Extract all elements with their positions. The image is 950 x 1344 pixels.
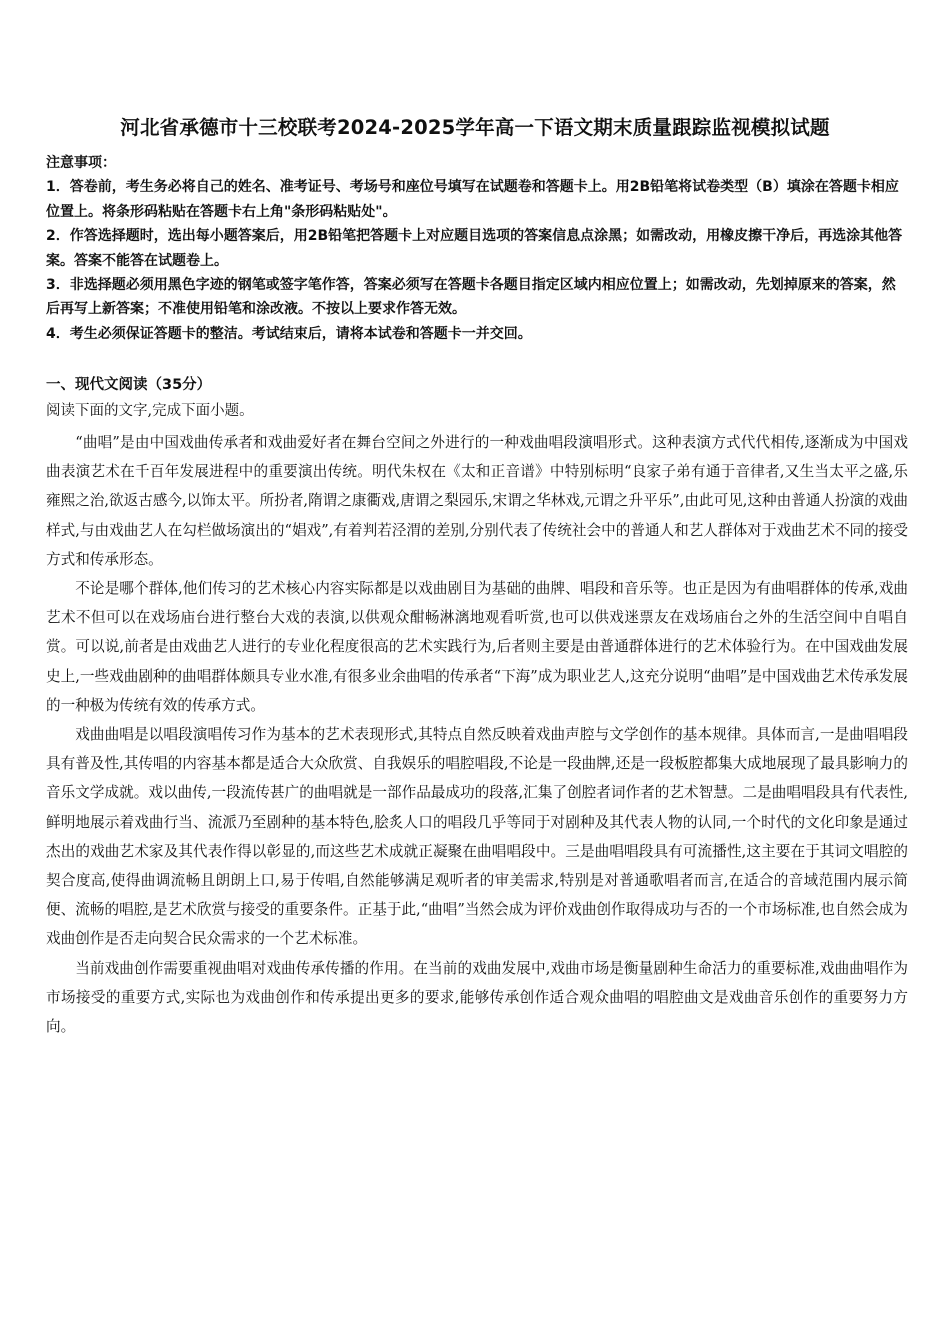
notice-item-1: 1．答卷前，考生务必将自己的姓名、准考证号、考场号和座位号填写在试题卷和答题卡上。用2B铅笔将试卷类型（B）填涂在答题卡相应位置上。将条形码粘贴在答题卡右上角"条形码粘贴处"。 [46,179,899,220]
passage-paragraph-4: 当前戏曲创作需要重视曲唱对戏曲传承传播的作用。在当前的戏曲发展中,戏曲市场是衡量剧种生命活力的重要标准,戏曲曲唱作为市场接受的重要方式,实际也为戏曲创作和传承提出更多的要求,能够传承创作适合观众曲唱的唱腔曲文是戏曲音乐创作的重要努力方向。 [46,959,908,1036]
notice-item-4: 4．考生必须保证答题卡的整洁。考试结束后，请将本试卷和答题卡一并交回。 [46,325,532,342]
passage-paragraph-3: 戏曲曲唱是以唱段演唱传习作为基本的艺术表现形式,其特点自然反映着戏曲声腔与文学创作的基本规律。具体而言,一是曲唱唱段具有普及性,其传唱的内容基本都是适合大众欣赏、自我娱乐的唱腔唱段,不论是一段曲牌,还是一段板腔都集大成地展现了最具影响力的音乐文学成就。戏以曲传,一段流传甚广的曲唱就是一部作品最成功的段落,汇集了创腔者词作者的艺术智慧。二是曲唱唱段具有代表性,鲜明地展示着戏曲行当、流派乃至剧种的基本特色,脍炙人口的唱段几乎等同于对剧种及其代表人物的认同,一个时代的文化印象是通过杰出的戏曲艺术家及其代表作得以彰显的,而这些艺术成就正凝聚在曲唱唱段中。三是曲唱唱段具有可流播性,这主要在于其词文唱腔的契合度高,使得曲调流畅且朗朗上口,易于传唱,自然能够满足观听者的审美需求,特别是对普通歌唱者而言,在适合的音域范围内展示简便、流畅的唱腔,是艺术欣赏与接受的重要条件。正基于此,“曲唱”当然会成为评价戏曲创作取得成功与否的一个市场标准,也自然会成为戏曲创作是否走向契合民众需求的一个艺术标准。 [46,726,908,948]
notice-item-3: 3．非选择题必须用黑色字迹的钢笔或签字笔作答，答案必须写在答题卡各题目指定区域内相应位置上；如需改动，先划掉原来的答案，然后再写上新答案；不准使用铅笔和涂改液。不按以上要求作答无效。 [46,277,896,318]
section-heading: 一、现代文阅读（35分） [46,377,212,393]
passage-paragraph-2: 不论是哪个群体,他们传习的艺术核心内容实际都是以戏曲剧目为基础的曲牌、唱段和音乐等。也正是因为有曲唱群体的传承,戏曲艺术不但可以在戏场庙台进行整台大戏的表演,以供观众酣畅淋漓地观看听赏,也可以供戏迷票友在戏场庙台之外的生活空间中自唱自赏。可以说,前者是由戏曲艺人进行的专业化程度很高的艺术实践行为,后者则主要是由普通群体进行的艺术体验行为。在中国戏曲发展史上,一些戏曲剧种的曲唱群体颇具专业水准,有很多业余曲唱的传承者“下海”成为职业艺人,这充分说明“曲唱”是中国戏曲艺术传承发展的一种极为传统有效的传承方式。 [46,580,908,714]
passage-paragraph-1: “曲唱”是由中国戏曲传承者和戏曲爱好者在舞台空间之外进行的一种戏曲唱段演唱形式。这种表演方式代代相传,逐渐成为中国戏曲表演艺术在千百年发展进程中的重要演出传统。明代朱权在《太和正音谱》中特别标明“良家子弟有通于音律者,又生当太平之盛,乐雍熙之治,欲返古感今,以饰太平。所扮者,隋谓之康衢戏,唐谓之梨园乐,宋谓之华林戏,元谓之升平乐”,由此可见,这种由普通人扮演的戏曲样式,与由戏曲艺人在勾栏做场演出的“娼戏”,有着判若泾渭的差别,分别代表了传统社会中的普通人和艺人群体对于戏曲艺术不同的接受方式和传承形态。 [46,434,908,568]
notice-block [46,151,908,346]
exam-title: 河北省承德市十三校联考2024-2025学年高一下语文期末质量跟踪监视模拟试题 [120,116,830,139]
section-instruction: 阅读下面的文字,完成下面小题。 [46,403,254,419]
notice-heading: 注意事项： [46,155,116,171]
notice-item-2: 2．作答选择题时，选出每小题答案后，用2B铅笔把答题卡上对应题目选项的答案信息点涂黑；如需改动，用橡皮擦干净后，再选涂其他答案。答案不能答在试题卷上。 [46,228,903,269]
reading-passage [46,428,908,1041]
